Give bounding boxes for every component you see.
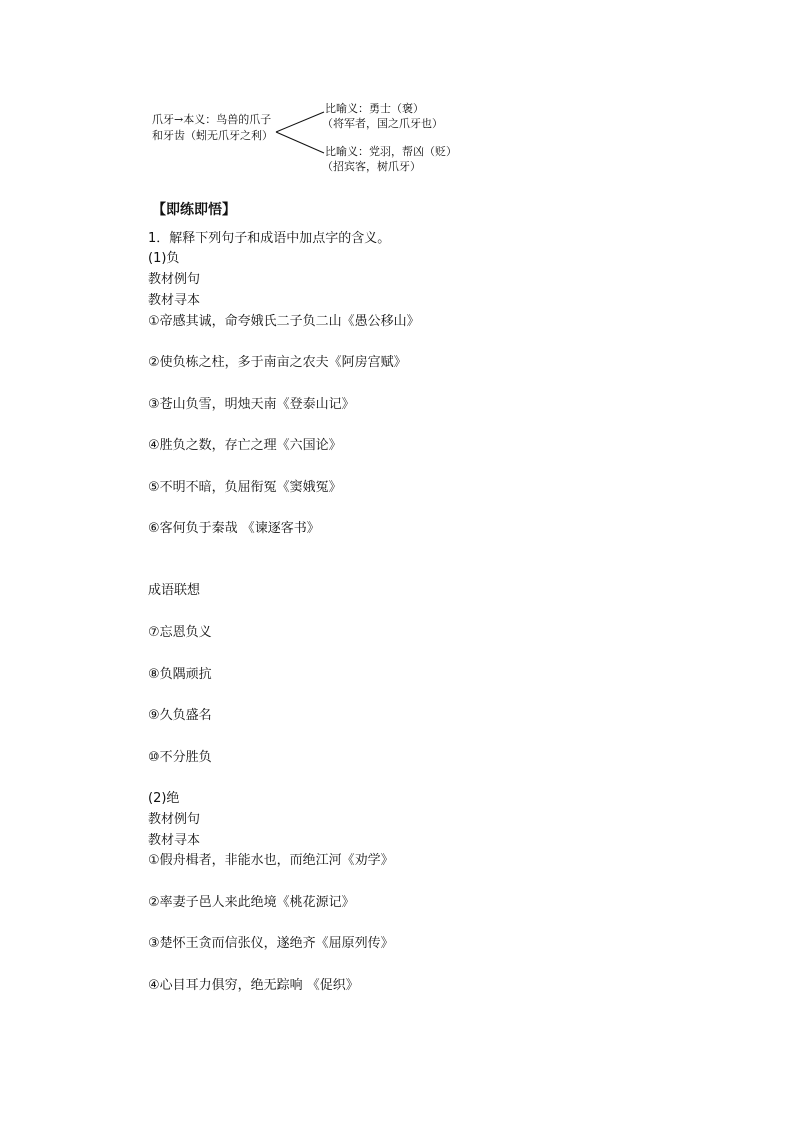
diagram-branch-bottom-line2: （招宾客，树爪牙） [322, 160, 421, 173]
diagram-root-line1: 爪牙→本义：鸟兽的爪子 [152, 113, 272, 126]
idiom-item: ⑨久负盛名 [148, 708, 212, 723]
idiom-item: ⑧负隅顽抗 [148, 667, 212, 682]
diagram-root-line2: 和牙齿（蚓无爪牙之利） [152, 129, 273, 142]
part1-item: ⑥客何负于秦哉 《谏逐客书》 [148, 521, 320, 536]
part1-item: ④胜负之数，存亡之理《六国论》 [148, 438, 342, 453]
part1-item: ③苍山负雪，明烛天南《登泰山记》 [148, 397, 355, 412]
diagram-branch-top-line1: 比喻义：勇士（褒） [325, 102, 424, 115]
idiom-item: ⑦忘恩负义 [148, 625, 212, 640]
part1-item: ①帝感其诚，命夸娥氏二子负二山《愚公移山》 [148, 314, 420, 329]
idiom-label: 成语联想 [148, 583, 201, 598]
part1-label-examples: 教材例句 [148, 272, 201, 287]
part2-heading: (2)绝 [148, 791, 180, 806]
part2-label-examples: 教材例句 [148, 812, 201, 827]
part1-heading: (1)负 [148, 251, 180, 266]
idiom-item: ⑩不分胜负 [148, 750, 212, 765]
part1-item: ⑤不明不暗，负屈衔冤《窦娥冤》 [148, 480, 342, 495]
part1-label-source: 教材寻本 [148, 293, 201, 308]
diagram-branch-top-line2: （将军者，国之爪牙也） [322, 117, 443, 130]
part2-item: ③楚怀王贪而信张仪，遂绝齐《屈原列传》 [148, 936, 394, 951]
diagram-branch-bottom-line1: 比喻义：党羽，帮凶（贬） [325, 145, 457, 158]
part2-item: ①假舟楫者，非能水也，而绝江河《劝学》 [148, 853, 394, 868]
part2-item: ②率妻子邑人来此绝境《桃花源记》 [148, 895, 355, 910]
part1-item: ②使负栋之柱，多于南亩之农夫《阿房宫赋》 [148, 355, 407, 370]
question-1: 1．解释下列句子和成语中加点字的含义。 [148, 231, 391, 246]
section-title: 【即练即悟】 [152, 202, 236, 218]
part2-label-source: 教材寻本 [148, 833, 201, 848]
branch-lines [274, 110, 326, 158]
part2-item: ④心目耳力俱穷，绝无踪响 《促织》 [148, 978, 359, 993]
